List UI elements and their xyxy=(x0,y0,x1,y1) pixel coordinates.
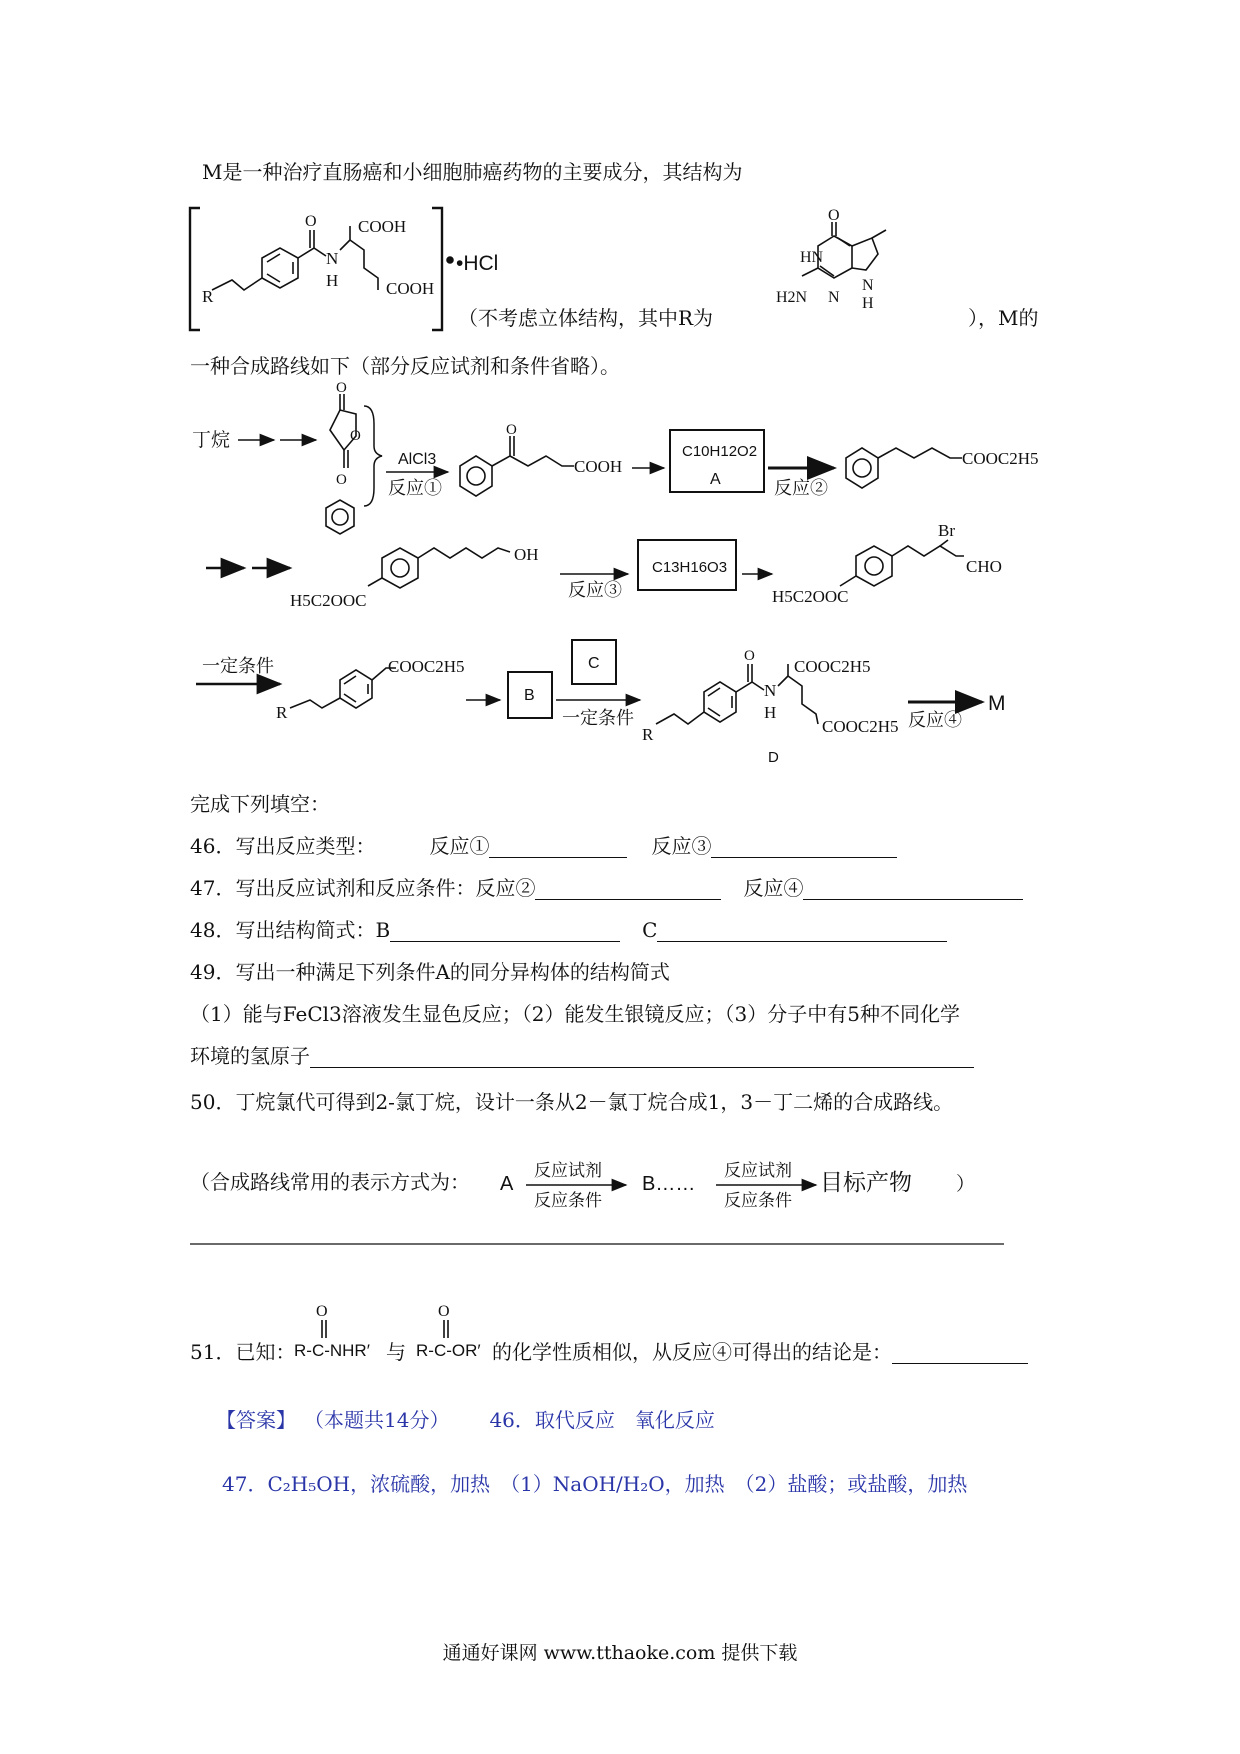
answer-blank-48-b[interactable] xyxy=(390,921,620,942)
reaction-2-label: 反应② xyxy=(774,478,828,498)
m-hydrogen: H xyxy=(326,271,339,290)
anhydride-o-ring: O xyxy=(350,428,361,444)
reaction-4-label: 反应④ xyxy=(908,710,962,730)
box-c13-formula: C13H16O3 xyxy=(652,559,728,576)
reaction-1-label: 反应① xyxy=(388,478,442,498)
question-50: 50．丁烷氯代可得到2-氯丁烷，设计一条从2－氯丁烷合成1，3－丁二烯的合成路线。 xyxy=(190,1090,954,1114)
hint-condition-1: 反应条件 xyxy=(534,1191,602,1210)
question-46-reaction-3: 反应③ xyxy=(651,834,712,858)
question-48-text: 48．写出结构简式：B xyxy=(190,918,391,942)
hint-condition-2: 反应条件 xyxy=(724,1191,792,1210)
intro-line-3: 一种合成路线如下（部分反应试剂和条件省略）。 xyxy=(190,354,620,378)
answer-blank-46-3[interactable] xyxy=(711,837,897,858)
alcl3-label: AlCl3 xyxy=(398,451,437,468)
bromo-left: H5C2OOC xyxy=(772,587,849,606)
question-48 xyxy=(190,918,947,942)
hint-reagent-1: 反应试剂 xyxy=(534,1161,602,1180)
r-h: H xyxy=(862,295,874,312)
r-o: O xyxy=(828,207,840,224)
question-51-suffix xyxy=(492,1340,1028,1364)
box-a-label: A xyxy=(710,471,721,488)
q51-o1: O xyxy=(316,1303,328,1320)
answer-blank-48-c[interactable] xyxy=(657,921,947,942)
question-49-continued xyxy=(190,1044,974,1068)
m-cooh-top: COOH xyxy=(358,217,407,236)
fill-in-heading: 完成下列填空： xyxy=(190,792,330,816)
question-47-text: 47．写出反应试剂和反应条件：反应② xyxy=(190,876,536,900)
question-46-reaction-1: 反应① xyxy=(429,834,490,858)
condition-1-label: 一定条件 xyxy=(202,656,274,676)
answer-blank-49[interactable] xyxy=(310,1047,974,1068)
q51-formula-1: R-C-NHR′ xyxy=(294,1341,370,1360)
d-label: D xyxy=(768,749,779,766)
m-r: R xyxy=(202,287,214,306)
ketoacid-cooh: COOH xyxy=(574,457,623,476)
answer-tag: 【答案】 xyxy=(216,1408,296,1432)
alcohol-oh: OH xyxy=(514,545,539,564)
product-m: M xyxy=(988,692,1006,715)
intro-line-2b: ），M的 xyxy=(968,306,1039,330)
start-butane: 丁烷 xyxy=(192,430,231,451)
answer-header xyxy=(216,1408,715,1432)
d-carbonyl-o: O xyxy=(744,648,755,664)
ester-structure xyxy=(846,448,962,488)
m-hcl: •HCl xyxy=(456,252,499,275)
d-r: R xyxy=(642,725,654,744)
hint-target: 目标产物 xyxy=(820,1170,912,1195)
question-51-prefix: 51．已知： xyxy=(190,1340,296,1364)
ester2-label: COOC2H5 xyxy=(388,657,465,676)
question-50-hint-prefix: （合成路线常用的表示方式为： xyxy=(190,1170,470,1194)
question-46 xyxy=(190,834,897,858)
question-48-c: C xyxy=(642,918,658,942)
question-49-conditions: （1）能与FeCl3溶液发生显色反应；（2）能发生银镜反应；（3）分子中有5种不同化学 xyxy=(190,1002,960,1026)
hint-close: ） xyxy=(956,1174,976,1195)
m-carbonyl-o: O xyxy=(305,213,317,230)
alcohol-structure xyxy=(368,548,510,588)
ester1-label: COOC2H5 xyxy=(962,449,1039,468)
row3-r: R xyxy=(276,703,288,722)
q51-formula-2: R-C-OR′ xyxy=(416,1341,481,1360)
intro-line-2a: （不考虑立体结构，其中R为 xyxy=(458,306,714,330)
question-51-and: 与 xyxy=(386,1340,406,1364)
d-nitrogen: N xyxy=(764,681,777,700)
anhydride-o-top: O xyxy=(336,380,347,396)
bromo-br: Br xyxy=(938,521,955,540)
r-hn: HN xyxy=(800,249,824,266)
alcohol-left: H5C2OOC xyxy=(290,591,367,610)
answer-score: （本题共14分） xyxy=(304,1408,450,1432)
condition-2-label: 一定条件 xyxy=(562,708,634,728)
q51-o2: O xyxy=(438,1303,450,1320)
box-a-formula: C10H12O2 xyxy=(682,443,758,460)
d-ester-bottom: COOC2H5 xyxy=(822,717,899,736)
answer-blank-51[interactable] xyxy=(892,1343,1028,1364)
d-hydrogen: H xyxy=(764,703,777,722)
answer-46: 46．取代反应 氧化反应 xyxy=(489,1408,715,1432)
anhydride-o-bottom: O xyxy=(336,472,347,488)
intro-line-1: M是一种治疗直肠癌和小细胞肺癌药物的主要成分，其结构为 xyxy=(202,160,743,184)
question-49: 49．写出一种满足下列条件A的同分异构体的结构简式 xyxy=(190,960,670,984)
answer-47: 47．C₂H₅OH，浓硫酸，加热 （1）NaOH/H₂O，加热 （2）盐酸；或盐酸，加热 xyxy=(222,1472,968,1496)
r-ester-structure xyxy=(290,668,396,708)
bromo-cho: CHO xyxy=(966,557,1002,576)
reaction-3-label: 反应③ xyxy=(568,580,622,600)
ketoacid-structure xyxy=(460,436,574,496)
answer-blank-47-2[interactable] xyxy=(535,879,721,900)
answer-blank-47-4[interactable] xyxy=(803,879,1023,900)
question-46-text: 46．写出反应类型： xyxy=(190,834,376,858)
hint-a: A xyxy=(500,1173,514,1195)
hint-reagent-2: 反应试剂 xyxy=(724,1161,792,1180)
d-ester-top: COOC2H5 xyxy=(794,657,871,676)
small-benzene xyxy=(326,500,354,534)
question-47-reaction-4: 反应④ xyxy=(743,876,804,900)
question-49-continued-text: 环境的氢原子 xyxy=(190,1044,310,1068)
m-nitrogen: N xyxy=(326,249,339,268)
bromo-structure xyxy=(840,540,964,586)
ketoacid-o: O xyxy=(506,422,517,438)
page-footer: 通通好课网 www.tthaoke.com 提供下载 xyxy=(442,1642,798,1664)
question-51-text: 的化学性质相似，从反应④可得出的结论是： xyxy=(492,1340,892,1364)
m-cooh-bottom: COOH xyxy=(386,279,435,298)
r-n2: N xyxy=(862,277,874,294)
answer-blank-46-1[interactable] xyxy=(489,837,627,858)
hint-b: B…… xyxy=(642,1173,696,1195)
r-h2n: H2N xyxy=(776,289,808,306)
r-n1: N xyxy=(828,289,840,306)
box-b-label: B xyxy=(524,687,535,704)
question-47 xyxy=(190,876,1023,900)
box-c-label: C xyxy=(588,655,600,672)
